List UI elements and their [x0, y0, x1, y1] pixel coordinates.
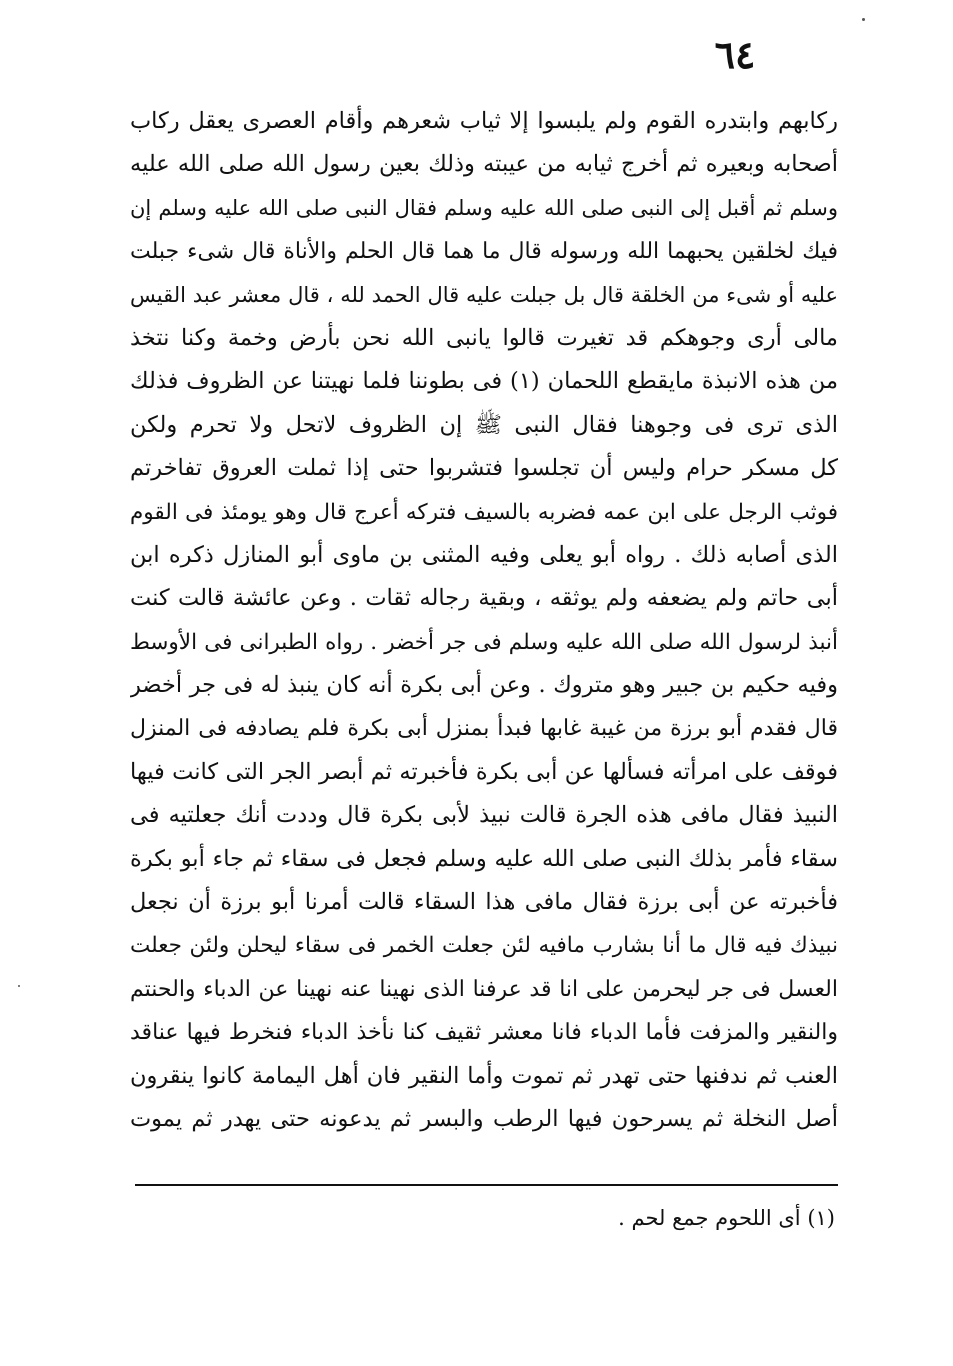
text-line: فيك لخلقين يحبهما الله ورسوله قال ما هما قال الحلم والأناة قال شىء جبلت	[130, 239, 838, 265]
text-line: وفيه حكيم بن جبير وهو متروك . وعن أبى بكرة أنه كان ينبذ له فى جر أخضر	[130, 672, 838, 699]
footnote: (١) أى اللحوم جمع لحم .	[618, 1206, 835, 1230]
text-line: فوثب الرجل على ابن عمه فضربه بالسيف فتركه أعرج قال وهو يومئذ فى القوم	[130, 499, 838, 525]
text-line: الذى أصابه ذلك . رواه أبو يعلى وفيه المثنى بن ماوى أبو المنازل ذكره ابن	[130, 541, 838, 568]
text-line: والنقير والمزفت فأما الدباء فانا معشر ثقيف كنا نأخذ الدباء فنخرط فيها عناقد	[130, 1020, 838, 1046]
text-line: سقاء فأمر بذلك النبى صلى الله عليه وسلم فجعل فى سقاء ثم جاء أبو بكرة	[130, 845, 838, 872]
text-line: أنبذ لرسول الله صلى الله عليه وسلم فى جر أخضر . رواه الطبرانى فى الأوسط	[130, 629, 838, 655]
text-line: النبيذ فقال مافى هذه الجرة قالت نبيذ لأبى بكرة قال وددت أنك جعلتيه فى	[130, 802, 838, 829]
text-line: عليه أو شىء من الخلقة قال بل جبلت عليه قال الحمد لله ، قال معشر عبد القيس	[130, 282, 838, 307]
text-line: من هذه الانبذة مايقطع اللحمان (١) فى بطوننا فلما نهيتنا عن الظروف فذلك	[130, 368, 838, 395]
text-line: أبى حاتم ولم يضعفه ولم يوثقه ، وبقية رجاله ثقات . وعن عائشة قالت كنت	[130, 585, 838, 612]
scan-speck	[18, 985, 20, 987]
text-line: العسل فى جر ليحرمن على انا قد عرفنا الذى نهينا عنه نهينا عن الدباء والحنتم	[130, 976, 838, 1002]
text-line: ركابهم وابتدره القوم ولم يلبسوا إلا ثياب شعرهم وأقام العصرى يعقل ركاب	[130, 108, 838, 134]
text-line: الذى ترى فى وجوهنا فقال النبى ﷺ إن الظروف لاتحل ولا تحرم ولكن	[130, 411, 838, 438]
text-line: فأخبرته عن أبى برزة فقال مافى هذا السقاء قالت أمرنا أبو برزة أن نجعل	[130, 889, 838, 916]
text-line: العنب ثم ندفنها حتى تهدر ثم تموت وأما النقير فان أهل اليمامة كانوا ينقرون	[130, 1062, 838, 1089]
text-line: أصحابه وبعيره ثم أخرج ثيابه من عيبته وذلك بعين رسول الله صلى الله عليه	[130, 151, 838, 178]
text-line: أصل النخلة ثم يسرحون فيها الرطب والبسر ثم يدعونه حتى يهدر ثم يموت	[130, 1105, 838, 1132]
text-line: نبيذك فيه قال ما أنا بشارب مافيه لئن جعلت الخمر فى سقاء ليحلن ولئن جعلت	[130, 933, 838, 959]
body-text	[130, 100, 838, 1141]
text-line: قال فقدم أبو برزة من غيبة غابها فبدأ بمنزل أبى بكرة فلم يصادفه فى المنزل	[130, 716, 838, 742]
page-number: ٦٤	[714, 32, 756, 77]
text-line: فوقف على امرأته فسألها عن أبى بكرة فأخبرته ثم أبصر الجر التى كانت فيها	[130, 758, 838, 785]
scan-speck	[862, 18, 865, 21]
footnote-divider	[135, 1184, 838, 1186]
text-line: كل مسكر حرام وليس أن تجلسوا فتشربوا حتى إذا ثملت العروق تفاخرتم	[130, 455, 838, 482]
text-line: وسلم ثم أقبل إلى النبى صلى الله عليه وسلم فقال النبى صلى الله عليه وسلم إن	[130, 195, 838, 220]
text-line: مالى أرى وجوهكم قد تغيرت قالوا يانبى الله نحن بأرض وخمة وكنا نتخذ	[130, 324, 838, 351]
